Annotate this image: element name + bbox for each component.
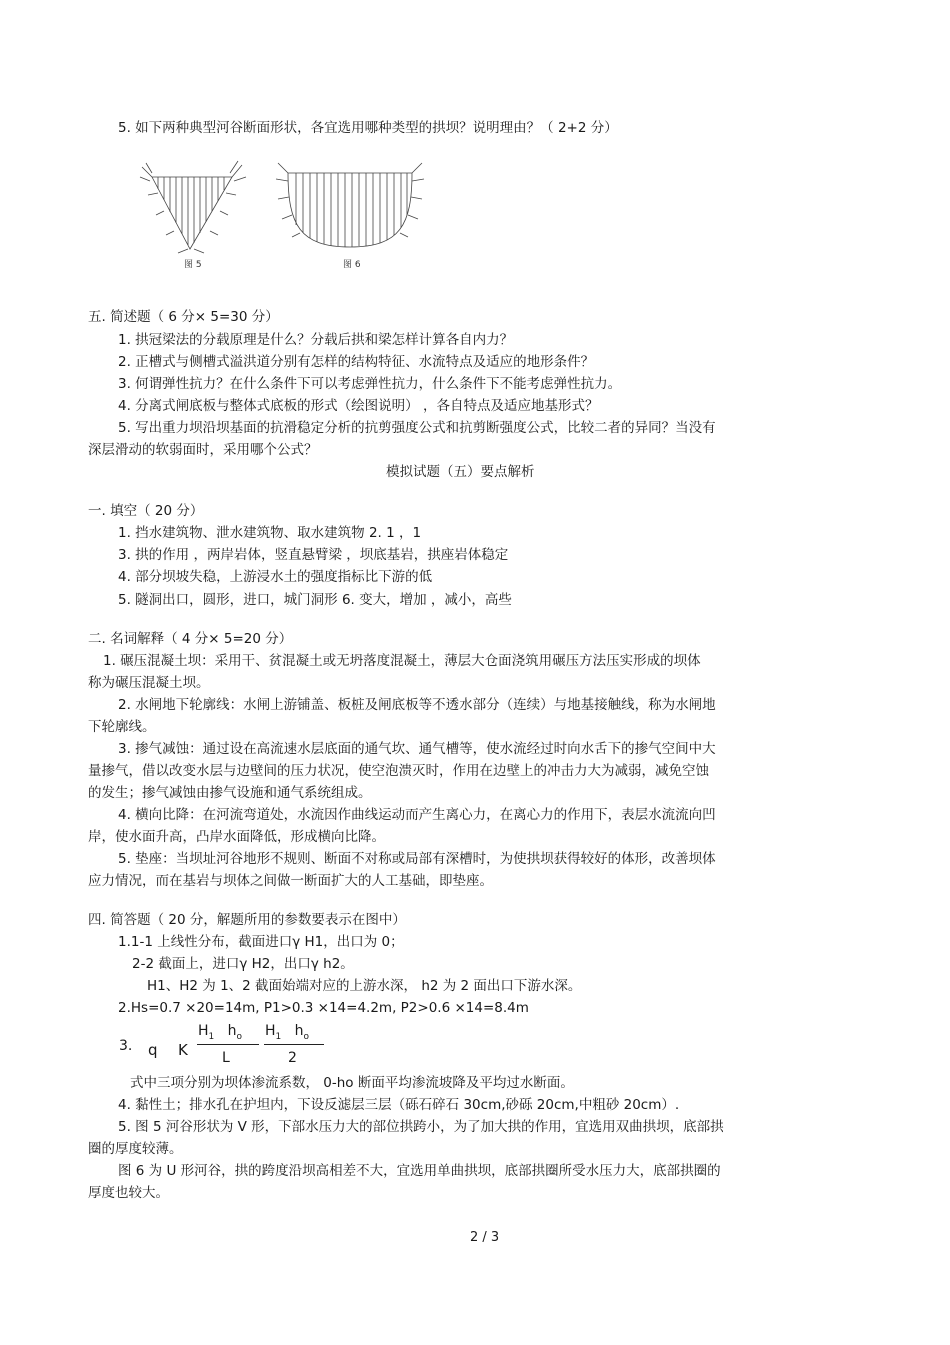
- answer-title: 模拟试题（五）要点解析: [386, 464, 535, 480]
- answer-4-line: 圈的厚度较薄。: [88, 1141, 183, 1157]
- section-5-item: 4. 分离式闸底板与整体式底板的形式（绘图说明） ，各自特点及适应地基形式？: [118, 398, 599, 414]
- answer-2-line: 2. 水闸地下轮廓线：水闸上游铺盖、板桩及闸底板等不透水部分（连续）与地基接触线，称为水闸地: [118, 697, 716, 713]
- answer-2-line: 称为碾压混凝土坝。: [88, 675, 210, 691]
- answer-4-line: 厚度也较大。: [88, 1185, 169, 1201]
- answer-2-line: 的发生；掺气减蚀由掺气设施和通气系统组成。: [88, 785, 372, 801]
- answer-2-line: 5. 垫座：当坝址河谷地形不规则、断面不对称或局部有深槽时，为使拱坝获得较好的体形，改善坝体: [118, 851, 716, 867]
- answer-1-item: 3. 拱的作用 ，两岸岩体，竖直悬臂梁 ，坝底基岩，拱座岩体稳定: [118, 547, 509, 563]
- answer-4-line: 式中三项分别为坝体渗流系数， 0-ho 断面平均渗流坡降及平均过水断面。: [130, 1075, 574, 1091]
- answer-2-line: 岸，使水面升高，凸岸水面降低，形成横向比降。: [88, 829, 385, 845]
- section-5-item: 3. 何谓弹性抗力？在什么条件下可以考虑弹性抗力，什么条件下不能考虑弹性抗力。: [118, 376, 622, 392]
- section-5-item: 深层滑动的软弱面时，采用哪个公式？: [88, 442, 318, 458]
- page-number: 2 / 3: [470, 1230, 500, 1245]
- fraction-bar: [197, 1044, 259, 1045]
- answer-4-line: H1、H2 为 1、2 截面始端对应的上游水深， h2 为 2 面出口下游水深。: [147, 978, 582, 994]
- section-5-item: 1. 拱冠梁法的分载原理是什么？分载后拱和梁怎样计算各自内力？: [118, 332, 514, 348]
- valley-u-figure: [270, 155, 430, 255]
- answer-1-item: 5. 隧洞出口，圆形，进口，城门洞形 6. 变大，增加 ，减小，高些: [118, 592, 512, 608]
- answer-2-title: 二. 名词解释（ 4 分× 5=20 分）: [88, 631, 293, 647]
- answer-2-line: 1. 碾压混凝土坝：采用干、贫混凝土或无坍落度混凝土，薄层大仓面浇筑用碾压方法压实形成的坝体: [103, 653, 701, 669]
- answer-4-line: 1.1-1 上线性分布，截面进口γ H1，出口为 0；: [118, 934, 404, 950]
- answer-2-line: 3. 掺气减蚀：通过设在高流速水层底面的通气坎、通气槽等，使水流经过时向水舌下的掺气空间中大: [118, 741, 716, 757]
- answer-4-line: 2.Hs=0.7 ×20=14m, P1>0.3 ×14=4.2m, P2>0.6 ×14=8.4m: [118, 1000, 529, 1016]
- figure-5-caption: 图 5: [184, 260, 202, 270]
- answer-2-line: 4. 横向比降：在河流弯道处，水流因作曲线运动而产生离心力，在离心力的作用下，表层水流流向凹: [118, 807, 716, 823]
- answer-4-title: 四. 简答题（ 20 分，解题所用的参数要表示在图中）: [88, 912, 406, 928]
- section-5-item: 5. 写出重力坝沿坝基面的抗滑稳定分析的抗剪强度公式和抗剪断强度公式，比较二者的异同？当没有: [118, 420, 716, 436]
- answer-4-line: 图 6 为 U 形河谷，拱的跨度沿坝高相差不大，宜选用单曲拱坝，底部拱圈所受水压力大，底部拱圈的: [118, 1163, 721, 1179]
- section-5-item: 2. 正槽式与侧槽式溢洪道分别有怎样的结构特征、水流特点及适应的地形条件？: [118, 354, 595, 370]
- valley-v-figure: [138, 155, 248, 255]
- answer-2-line: 量掺气，借以改变水层与边壁间的压力状况，使空泡溃灭时，作用在边壁上的冲击力大为减弱，减免空蚀: [88, 763, 709, 779]
- answer-4-line: 2-2 截面上，进口γ H2，出口γ h2。: [132, 956, 354, 972]
- section-5-title: 五. 简述题（ 6 分× 5=30 分）: [88, 309, 279, 325]
- fraction-bar: [264, 1044, 324, 1045]
- question-5: 5. 如下两种典型河谷断面形状，各宜选用哪种类型的拱坝？说明理由？（ 2+2 分）: [118, 120, 618, 136]
- answer-1-item: 1. 挡水建筑物、泄水建筑物、取水建筑物 2. 1 ，1: [118, 525, 422, 541]
- answer-2-line: 下轮廓线。: [88, 719, 156, 735]
- answer-1-title: 一. 填空（ 20 分）: [88, 503, 204, 519]
- answer-2-line: 应力情况，而在基岩与坝体之间做一断面扩大的人工基础，即垫座。: [88, 873, 493, 889]
- answer-1-item: 4. 部分坝坡失稳，上游浸水土的强度指标比下游的低: [118, 569, 433, 585]
- figure-6-caption: 图 6: [343, 260, 361, 270]
- answer-4-line: 5. 图 5 河谷形状为 V 形，下部水压力大的部位拱跨小，为了加大拱的作用，宜选用双曲拱坝，底部拱: [118, 1119, 724, 1135]
- answer-4-line: 4. 黏性土；排水孔在护坦内，下设反滤层三层（砾石碎石 30cm,砂砾 20cm,中粗砂 20cm）.: [118, 1097, 680, 1113]
